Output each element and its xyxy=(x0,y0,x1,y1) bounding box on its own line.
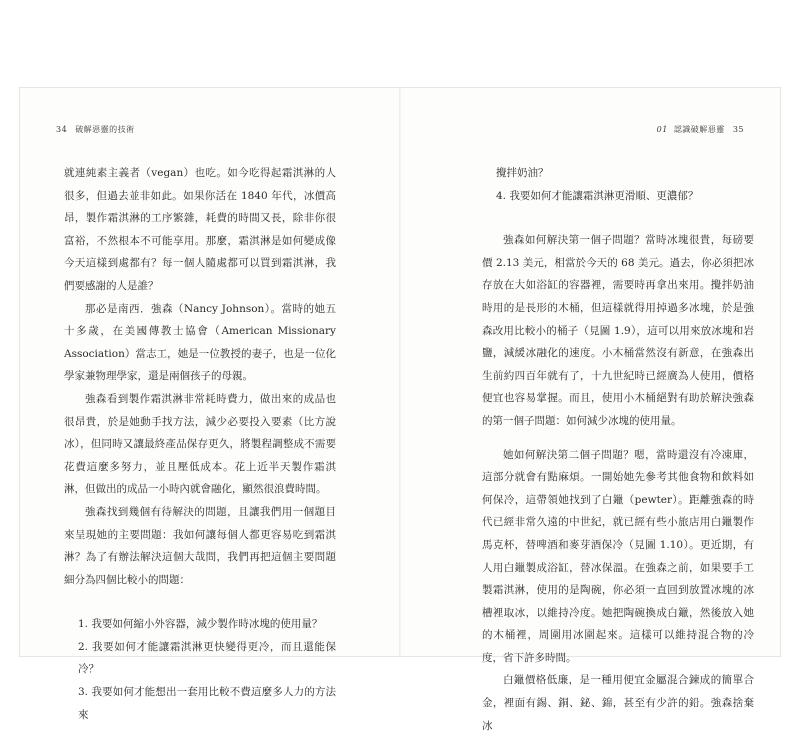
paragraph: 強森找到幾個有待解決的問題，且讓我們用一個題目來呈現她的主要問題：我如何讓每個人都更容易吃到霜淇淋？為了有辦法解決這個大哉問，我們再把這個主要問題細分為四個比較小的問題： xyxy=(64,505,336,586)
chapter-label: 01 xyxy=(656,125,668,134)
list-item: 3. 我要如何才能想出一套用比較不費這麼多人力的方法來 xyxy=(78,686,336,721)
book-spread xyxy=(20,88,780,732)
spacer xyxy=(482,433,754,444)
left-running-head xyxy=(56,124,135,135)
paragraph: 就連純素主義者（vegan）也吃。如今吃得起霜淇淋的人很多，但過去並非如此。如果你活在 1840 年代，冰價高昂，製作霜淇淋的工序繁雜，耗費的時間又長，除非你很富裕，不然根本不可能享用。那麼，霜淇淋是如何變成像今天這樣到處都有？每一個人隨處都可以買到霜淇淋，我們要感謝的人是誰？ xyxy=(64,167,336,292)
paragraph: 強森看到製作霜淇淋非常耗時費力，做出來的成品也很昂貴，於是她動手找方法，減少必要投入要素（比方說冰），但同時又讓最終產品保存更久，將製程調整成不需要花費這麼多努力，並且壓低成本。花上近半天製作霜淇淋，但做出的成品一小時內就會融化，顯然很浪費時間。 xyxy=(64,392,336,496)
left-page-body xyxy=(64,162,336,726)
left-running-title: 破解惡靈的技術 xyxy=(75,125,135,134)
continuation-text: 攪拌奶油？ xyxy=(496,167,549,179)
right-running-title: 認識破解惡靈 xyxy=(673,125,725,134)
spacer xyxy=(482,207,754,229)
paragraph: 她如何解決第二個子問題？嗯，當時還沒有冷凍庫，這部分就會有點麻煩。一開始她先參考其他食物和飲料如何保冷，這帶領她找到了白鑞（pewter）。距離強森的時代已經非常久遠的中世紀，就已經有些小旅店用白鑞製作馬克杯，替啤酒和麥芽酒保冷（見圖 1.10）。更近期，有人用白鑞製成浴缸，替冰保溫。在強森之前，如果要手工製霜淇淋，使用的是陶碗，你必須一直回到放置冰塊的冰槽裡取冰，以維持冷度。她把陶碗換成白鑞，然後放入她的木桶裡，周圍用冰圍起來。這樣可以維持混合物的冷度，省下許多時間。 xyxy=(482,448,754,664)
list-item: 4. 我要如何才能讓霜淇淋更滑順、更濃郁？ xyxy=(496,189,699,202)
left-page-number: 34 xyxy=(56,125,68,134)
right-page-number: 35 xyxy=(732,125,744,134)
list-item: 2. 我要如何才能讓霜淇淋更快變得更冷，而且還能保冷？ xyxy=(78,640,336,676)
paragraph: 強森如何解決第一個子問題？當時冰塊很貴，每磅要價 2.13 美元，相當於今天的 68 美元。過去，你必須把冰存放在大如浴缸的容器裡，需要時再拿出來用。攪拌奶油時用的是長形的木桶，但這樣就得用掉過多冰塊，於是強森改用比較小的桶子（見圖 1.9），這可以用來放冰塊和岩鹽，減緩冰融化的速度。小木桶當然沒有新意，在強森出生前約四百年就有了，十九世紀時已經廣為人使用，價格便宜也容易掌握。而且，使用小木桶絕對有助於解決強森的第一個子問題：如何減少冰塊的使用量。 xyxy=(482,234,754,427)
paragraph: 那必是南西．強森（Nancy Johnson）。當時的她五十多歲，在美國傳教士協會（American Missionary Association）當志工，她是一位教授的妻子，也是一位化學家兼物理學家，還是兩個孩子的母親。 xyxy=(64,302,336,383)
paragraph: 白鑞價格低廉，是一種用便宜金屬混合鍊成的簡單合金，裡面有錫、銅、鉍、錦，甚至有少許的鉛。強森捨棄冰 xyxy=(482,674,754,732)
spacer xyxy=(64,591,336,613)
book-gutter xyxy=(399,88,401,656)
right-page-body xyxy=(482,162,754,737)
right-running-head xyxy=(657,124,744,135)
list-item: 1. 我要如何縮小外容器，減少製作時冰塊的使用量？ xyxy=(78,618,323,631)
